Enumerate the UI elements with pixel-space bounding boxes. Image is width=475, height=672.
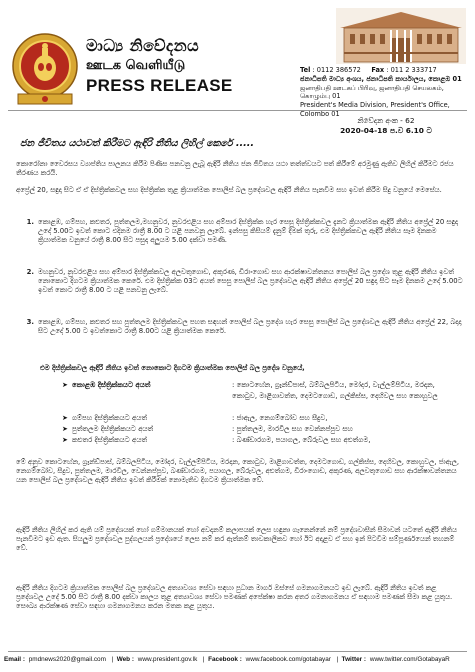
item-number: 1. bbox=[26, 218, 34, 226]
email-label: Email : bbox=[4, 656, 25, 663]
release-title: ජන ජීවිතය යථාවත් කිරීමට ඇඳිරි නීතිය ලිහිල් කෙරේ ..... bbox=[20, 138, 254, 149]
paragraph-intro: කොරෝනා වෛරසය ව්‍යාප්තිය පාලනය කිරීම පිණිස පනවනු ලැබූ ඇඳිරි නීතිය ජන ජීවිතය යථා තත්ත්වයට පත් කිරීමේ අරමුණු ඇතිව ලිහිල් කිරීමට රජය තීරණය කරයි. bbox=[16, 160, 454, 178]
item-number: 3. bbox=[26, 318, 34, 326]
paragraph-essential-services: ඇඳිරි නීතිය දිගටම ක්‍රියාත්මක පොලිස් බල ප්‍රදේශවල අත්‍යාවශ්‍ය සේවා සඳහා පුධාන මාර්ග ඔස්සේ ගමනාගමනයට ඉඩ ලැබේ. ඇඳිරි නීතිය ඉවත් කළ ප්‍රදේශවල උදේ 5.00 සිට රාත්‍රී 8.00 දක්වා කාලය තුළ අත්‍යාවශ්‍ය සේවා පමණක් අපේක්ෂා කරන අතර ගමනාගමනය ඒ සඳහාම පමණක් සීමා කළ යුතුය. සෞඛ්‍ය ආරක්ෂණ සේවා සඳහා ගමනාගමනය කරන මතක කළ යුතුය. bbox=[16, 584, 453, 611]
tel-label: Tel bbox=[300, 66, 311, 74]
curfew-intro: එම දිස්ත්‍රික්කවල ඇඳිරි නීතිය ඉවත් නොකොට දිගටම ක්‍රියාත්මක පොලිස් බල ප්‍රදේශ වනුයේ, bbox=[40, 364, 305, 372]
list-item bbox=[16, 318, 464, 336]
district-value: : බණ්ඩාරගම, පයාගල, බේරුවල සහ අළුත්ගම, bbox=[232, 436, 371, 444]
district-row bbox=[62, 424, 452, 435]
facebook-label: Facebook : bbox=[208, 656, 242, 663]
paragraph-high-risk: ඇඳිරි නීතිය ලිහිල් කර ඇති යම් ප්‍රදේශයක් හෝ ගම්මානයක් හෝ අවදානම් කලාපයක් ලෙස හඳුනා ගැනෙන්නේ නම් ප්‍රදේශවාසීන් සීමාවන් යටතේ ඇඳිරි නීතිය පැනවීමට ඉඩ ඇත. සියලුම ප්‍රදේශවල පුද්ගලයන් ප්‍රදේශයේ ලෙස නම් කර ඇත්නම් තාවකාලිකව හෝ ඊට අදාළව ඒ සහ ඉන් පිටවීම සම්පූර්ණයෙන් තහනම් වේ. bbox=[16, 526, 457, 553]
header-title-tamil: ஊடக வெளியீடு bbox=[86, 58, 186, 73]
arrow-bullet-icon: ➤ bbox=[62, 436, 68, 444]
district-label: කොළඹ දිස්ත්‍රික්කයට අයත් bbox=[72, 381, 151, 389]
list-item bbox=[16, 268, 464, 296]
district-list bbox=[62, 380, 452, 446]
release-date: 2020-04-18 ප.ව 6.10 ට bbox=[340, 126, 432, 135]
item-text: කොළඹ, ගම්පහ, කළුතර, පුත්තලම,මහනුවර, නුවරඑළිය සහ අම්පාර දිස්ත්‍රික්ක හැර සෙසු දිස්ත්‍රික්කවල දැනට ක්‍රියාත්මක ඇඳිරි නීතිය අප්‍රේල් 20 සඳුදා උදේ 5.00ට ඉවත් කොට එදිනම රාත්‍රී 8.00 ට යළි පනවනු ලැබේ. ඉන්පසු කිසියම් දැනුම් දීමක් තුරු, එම දිස්ත්‍රික්කවල ඇඳිරි නීතිය සෑම දිනකම ක්‍රියාත්මක වනුයේ රාත්‍රී 8.00 සිට පසුදා අලුයම 5.00 දක්වා පමණි. bbox=[38, 218, 458, 245]
tel-value: : 0112 386572 bbox=[312, 66, 361, 74]
district-row bbox=[62, 380, 452, 413]
item-text: මහනුවර, නුවරඑළිය සහ අම්පාර දිස්ත්‍රික්කවල අලවතුගොඩ, අකුරණ, ඩිරාංගොඩ සහ ආරක්ෂාවන්තනය පොලිස් බල ප්‍රදේශ තුළ ඇඳිරි නීතිය ඉවත් නොකොට දිගටම ක්‍රියාත්මක කෙරේ. එම දිස්ත්‍රික්ක 03ට අයත් සෙසු පොලිස් බල ප්‍රදේශවල ඇඳිරි නීතිය අප්‍රේල් 20 සඳුදා සිට සෑම දිනකම උදේ 5.00ට ඉවත් කොට රාත්‍රී 8.00 ට යළි පනවනු ලැබේ. bbox=[38, 268, 463, 295]
reference-block bbox=[336, 116, 436, 136]
district-value: : කොටහේන, ග්‍රෑන්ඩ්පාස්, බම්බලපිටිය, මෝදර, වැල්ලම්පිටිය, මරදාන, කොටුව, මාළිගාවත්ත, දෙමටගොඩ, ගල්කිස්ස, දෙහිවල සහ කොහුවල bbox=[232, 381, 438, 400]
arrow-bullet-icon: ➤ bbox=[62, 425, 68, 433]
web-label: Web : bbox=[116, 656, 134, 663]
district-value: : ජාඇල, නෙගම්බෝව සහ සීදුව, bbox=[232, 414, 328, 422]
twitter-link[interactable]: www.twitter.com/GotabayaR bbox=[369, 656, 450, 663]
district-row bbox=[62, 435, 452, 446]
district-label: කළුතර දිස්ත්‍රික්කයට අයත් bbox=[72, 436, 148, 444]
arrow-bullet-icon: ➤ bbox=[62, 414, 68, 422]
contact-line-sinhala: ජනාධිපති මාධ්‍ය අංශය, ජනාධිපති කාර්යාලය, කොළඹ 01 bbox=[300, 74, 462, 83]
item-number: 2. bbox=[26, 268, 34, 276]
arrow-bullet-icon: ➤ bbox=[62, 381, 68, 389]
footer: Email : pmdnews2020@gmail.com | Web : www.president.gov.lk | Facebook : www.facebook.com/gotabayar | Twitter : www.twitter.com/GotabayaR bbox=[4, 656, 450, 663]
header-title-english: PRESS RELEASE bbox=[86, 76, 233, 95]
facebook-link[interactable]: www.facebook.com/gotabayar bbox=[245, 656, 331, 663]
header-title-sinhala: මාධ්‍ය නිවේදනය bbox=[86, 36, 200, 55]
national-emblem-icon bbox=[10, 28, 80, 110]
web-link[interactable]: www.president.gov.lk bbox=[137, 656, 198, 663]
header-divider bbox=[8, 110, 467, 111]
item-text: කොළඹ, ගම්පහ, කළුතර සහ පුත්තලම දිස්ත්‍රික්කවල පහත සඳහන් පොලිස් බල ප්‍රදේශ හැර සෙසු පොලිස් බල ප්‍රදේශවල ඇඳිරි නීතිය අප්‍රේල් 22, බදාදා සිට උදේ 5.00 ට ඉවත්කොට රාත්‍රී 8.00ට යළි ක්‍රියාත්මක කෙරේ. bbox=[38, 318, 462, 336]
contact-line-english: President's Media Division, President's Office, Colombo 01 bbox=[300, 101, 450, 118]
twitter-label: Twitter : bbox=[341, 656, 367, 663]
paragraph-continued-curfew: මේ අනුව කොටහේන, ග්‍රෑන්ඩ්පාස්, බම්බලපිටිය, මෝදර, වැල්ලම්පිටිය, මරදාන, කොටුව, මාළිගාවත්ත, දෙමටගොඩ, ගල්කිස්ස, දෙහිවල, කොහුවල, ජාඇල, නෙගම්බෝව, සීදුව, පුත්තලම, මාරවිල, වෙන්නප්පුව, බණ්ඩාරගම, පයාගල, බේරුවල, අළුත්ගම, ඩිරාංගොඩ, අකුරණ, අලවතුගොඩ සහ ආරක්ෂාවන්තනය යන පොලිස් බල ප්‍රදේශවල ඇඳිරි නීතිය ඉවත් කිරීමක් නොමැතිව දිගටම ක්‍රියාත්මක වේ. bbox=[16, 458, 460, 485]
contact-line-tamil: ஜனாதிபதி ஊடகப் பிரிவு, ஜனாதிபதி செயலகம், கொழும்பு 01 bbox=[300, 83, 444, 101]
footer-divider bbox=[8, 651, 467, 652]
presidents-house-icon bbox=[336, 8, 466, 64]
fax-value: : 011 2 333717 bbox=[386, 66, 437, 74]
district-row bbox=[62, 413, 452, 424]
release-number: නිවේදන අංක - 62 bbox=[357, 116, 415, 125]
paragraph-schedule: අප්‍රේල් 20, සඳුදා සිට ඒ ඒ දිස්ත්‍රික්කවල සහ දිස්ත්‍රික්ක තුළ ක්‍රියාත්මක පොලිස් බල ප්‍රදේශවල ඇඳිරි නීතිය පැනවීම සහ ඉවත් කිරීම සිදු වනුයේ මෙසේය. bbox=[16, 186, 442, 194]
district-value: : පුත්තලම, මාරවිල සහ වෙන්නප්පුව සහ bbox=[232, 425, 353, 433]
district-label: ගම්පහ දිස්ත්‍රික්කයට අයත් bbox=[72, 414, 148, 422]
email-link[interactable]: pmdnews2020@gmail.com bbox=[28, 656, 106, 663]
list-item bbox=[16, 218, 464, 246]
district-label: පුත්තලම දිස්ත්‍රික්කයට අයත් bbox=[72, 425, 154, 433]
fax-label: Fax bbox=[371, 66, 385, 74]
